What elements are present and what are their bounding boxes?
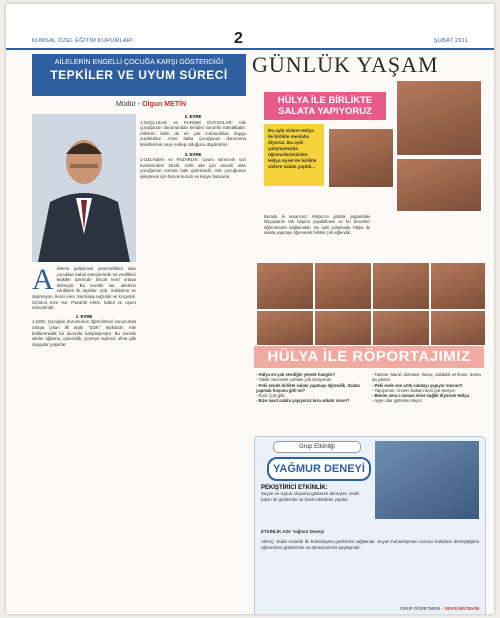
answer-3: - Tamam. Marul, domates, havuç, salatalık ve limon. Sonra da yıkarız.	[372, 372, 481, 383]
evre2-heading: 2. EVRE	[184, 114, 202, 119]
author-name: Olgun METİN	[142, 101, 187, 108]
photo-hulya-3	[396, 158, 482, 212]
group-signature	[400, 606, 479, 611]
left-kicker: AİLELERİN ENGELLİ ÇOCUĞA KARŞI GÖSTERDİĞİ	[54, 59, 224, 66]
group-title: YAĞMUR DENEYİ	[267, 457, 371, 481]
right-title: GÜNLÜK YAŞAM	[252, 52, 439, 77]
group-label: Grup Etkinliği	[273, 441, 361, 453]
photo-step-4	[430, 262, 486, 310]
photo-hulya-1	[396, 80, 482, 156]
answer-2: - Evet. Çok gitti.	[256, 393, 286, 399]
question-1: - Hülya en çok sevdiğin yemek hangisi?	[256, 372, 336, 377]
dropcap-letter: A	[32, 263, 54, 296]
issue-date: ŞUBAT 2011	[433, 38, 468, 44]
photo-hulya-2	[328, 128, 394, 188]
page-header	[6, 4, 494, 50]
signature-name: SEVGİ BİLTEKİN	[444, 606, 479, 611]
evre3-text: 1-UZLAŞMA ve PAZARLIK: Uyum sürecinin son evrelerinden biridir. Artık aile için önemli olan çocuğunun normal hale gelmesidir. Aile çocuğunun iyileşmesi için birçok kurum ve kişiye başvurur.	[140, 157, 246, 179]
photo-step-5	[256, 310, 314, 346]
evre2-text: 1-SUÇLULUK ve KARIŞIK DUYGULAR: Aile çocuğunun durumundan kendini sorumlu tutmaktadır. Ailelerin belki de en çok zorlandıkları duygu suçluluktur. Anne baba çocuğunun durumuna kendilerinin neye sebep olduğunu düşünürler.	[140, 119, 246, 147]
answer-5: - Ayşe Ular gülümse oluyor.	[372, 398, 423, 404]
interview-col-2	[372, 372, 484, 404]
author-photo	[32, 114, 136, 262]
left-article-header	[32, 54, 246, 96]
photo-step-7	[372, 310, 430, 346]
question-4: - Peki evde sen artık salatayı yapıyor musun?	[372, 382, 463, 388]
group-aim-text: AMAÇ: Suda sıcaklık ile buharlaşma gözlemini sağlamak. Suyun buharlaşması sonucu bulutlara dönüştüğünü öğrencilere göstermek ve deneyimlerini paylaşmak.	[261, 539, 479, 550]
yellow-note: Bu ayki sizlere Hülya ile birlikte mevlaha diyoruz. Bu ayki çalışmamızda öğrencilerimizden Hülya Aysel ile birlikte sizlere salata yaptık...	[264, 124, 324, 186]
group-activity-name: ETKİNLİK ADI: Yağmur Deneyi	[261, 529, 325, 534]
photo-step-8	[430, 310, 486, 346]
photo-step-6	[314, 310, 372, 346]
question-5: - Benim ama o zaman eline sağlık diyorum Hülya.	[372, 393, 470, 399]
publication-name: KUMSAL ÖZEL EĞİTİM KURUMLARI	[32, 38, 133, 44]
left-column-1	[32, 263, 136, 347]
question-2: - Peki sende birlikte salata yapmayı öğrendik. Salata yapmak hoşuna gitti mi?	[256, 382, 360, 393]
group-photo	[375, 441, 479, 519]
left-intro-text: ilelerin gelişimsel yetersizlikleri olan çocukları kabul süreçlerinde ve verdikleri tepkiler üzerinde birçok teori ortaya atılmıştır. Bu teoriler ise, ailelerin verdikleri ilk tepkiler: Şok, reddetme ve depresyon. İkinci evre: karmaşa,suçluluk ve kızgınlık. Üçüncü evre ise; Pazarlık etme, kabul ve uyum süreçleridir.	[32, 266, 136, 311]
group-sub-block	[261, 485, 371, 502]
photo-step-2	[314, 262, 372, 310]
left-title: TEPKİLER VE UYUM SÜRECİ	[50, 68, 228, 82]
right-intro-text: Burada ki amacımız Hülya'nın günlük yaşamdaki ihtiyaçlarını tek başına yapabilmesi ve bu beceriler öğrenmesini sağlamaktır. Bu ayki çalışmada Hülya ile salata yapmayı öğrenerek birlikte çok eğlendik.	[264, 214, 370, 235]
evre3-heading: 3. EVRE	[184, 151, 202, 157]
author-portrait-image	[32, 114, 136, 262]
left-column-2	[140, 114, 246, 180]
answer-1: - Tabiki mercimek çorbası çok seviyorum.	[256, 377, 333, 383]
evre1-text: 1-ŞOK: Çocuğun durumunun öğrenilmesi sonucunda ortaya çıkan ilk tepki ''ŞOK'' tepkisidir. Aile beklenmedik bir durumla karşılaşmıştır. Bu evrede aileler ağlama, çaresizlik, çevreye tepkisiz olma gibi duygular yaşarlar.	[32, 319, 136, 347]
interview-banner: HÜLYA İLE RÖPORTAJIMIZ	[254, 346, 484, 368]
author-line	[116, 101, 186, 108]
interview-col-1	[256, 372, 368, 404]
question-3: - Bize nasıl salata yapıyoruz kısa anlatır mısın?	[256, 398, 350, 404]
group-sub-title: PEKİŞTİRİCİ ETKİNLİK:	[261, 485, 328, 491]
author-role: Müdür -	[116, 101, 141, 108]
salad-banner: HÜLYA İLE BİRLİKTE SALATA YAPIYORUZ	[264, 92, 386, 120]
newspaper-page	[6, 4, 494, 614]
photo-step-3	[372, 262, 430, 310]
answer-4: - Yapıyorum. Annem babam beni çok seviyor.	[372, 387, 456, 393]
group-activity-box	[254, 436, 486, 614]
group-sub-text: Suyun ve suyun oluşumu gösteren deneyler, renkli balon ile gözlemler ve basit etkinlikler yapıldı.	[261, 491, 360, 502]
signature-role: GRUP ÖĞRETMENİ -	[400, 606, 444, 611]
photo-step-1	[256, 262, 314, 310]
page-number: 2	[234, 30, 243, 47]
evre1-heading: 1. EVRE	[75, 313, 93, 319]
